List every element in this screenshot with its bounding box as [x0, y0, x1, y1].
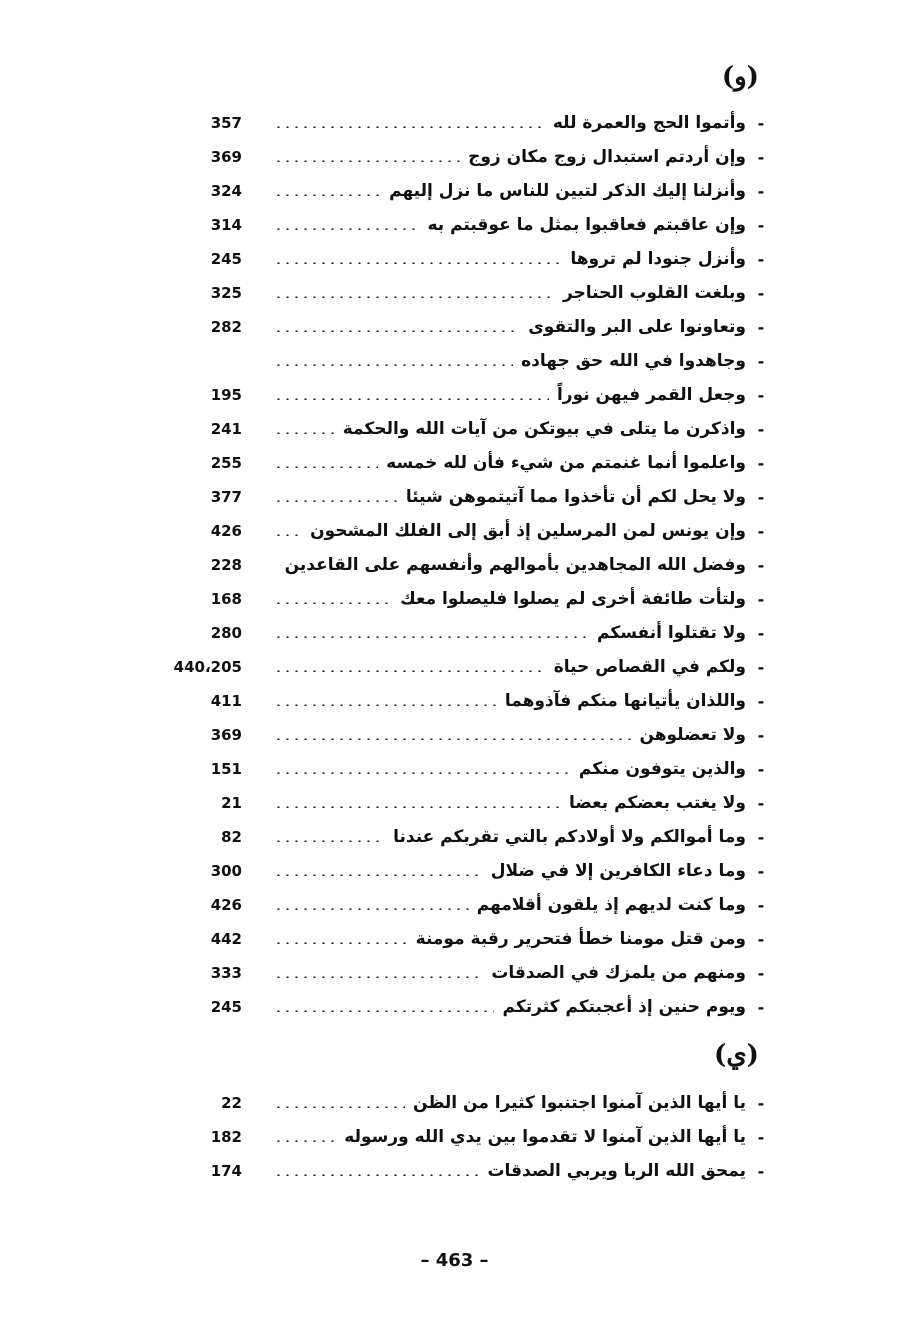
entry-verse-text: وفضل الله المجاهدين بأموالهم وأنفسهم على القاعدين	[284, 555, 746, 575]
entry-verse-text: واذكرن ما يتلى في بيوتكن من آيات الله والحكمة	[342, 419, 746, 439]
entry-bullet-dash: -	[757, 827, 765, 847]
index-entry	[150, 922, 770, 956]
entry-page-number: 151	[210, 760, 242, 778]
index-entry	[150, 854, 770, 888]
dot-leader	[274, 636, 589, 638]
entry-verse-text: وتعاونوا على البر والتقوى	[528, 317, 746, 337]
dot-leader	[274, 466, 378, 468]
entry-bullet-dash: -	[757, 861, 765, 881]
entry-bullet-dash: -	[757, 725, 765, 745]
index-entry	[150, 1154, 770, 1188]
entry-bullet-dash: -	[757, 1127, 765, 1147]
entry-bullet-dash: -	[757, 963, 765, 983]
entry-page-number: 314	[210, 216, 242, 234]
entry-bullet-dash: -	[757, 1093, 765, 1113]
entries-list-waw	[150, 106, 770, 1024]
entry-bullet-dash: -	[757, 759, 765, 779]
section-heading-waw: (و)	[721, 62, 759, 92]
index-entry	[150, 140, 770, 174]
entry-verse-text: وإن عاقبتم فعاقبوا بمثل ما عوقبتم به	[427, 215, 746, 235]
page-number: – 463 –	[420, 1250, 489, 1271]
entry-verse-text: وما دعاء الكافرين إلا في ضلال	[490, 861, 746, 881]
entry-verse-text: ويوم حنين إذ أعجبتكم كثرتكم	[502, 997, 746, 1017]
entry-page-number: 280	[210, 624, 242, 642]
dot-leader	[274, 738, 631, 740]
entry-bullet-dash: -	[757, 521, 765, 541]
dot-leader	[274, 1106, 405, 1108]
entry-page-number: 300	[210, 862, 242, 880]
entry-bullet-dash: -	[757, 385, 765, 405]
entry-verse-text: واعلموا أنما غنمتم من شيء فأن لله خمسه	[386, 453, 746, 473]
entry-bullet-dash: -	[757, 249, 765, 269]
index-entry	[150, 820, 770, 854]
entry-page-number: 241	[210, 420, 242, 438]
entry-verse-text: وجاهدوا في الله حق جهاده	[521, 351, 746, 371]
entry-page-number: 325	[210, 284, 242, 302]
index-entry	[150, 582, 770, 616]
index-entry	[150, 242, 770, 276]
entry-verse-text: وبلغت القلوب الحناجر	[562, 283, 746, 303]
dot-leader	[274, 262, 562, 264]
index-entry	[150, 616, 770, 650]
entry-verse-text: ولتأت طائفة أخرى لم يصلوا فليصلوا معك	[400, 589, 746, 609]
entry-verse-text: ولا تعضلوهن	[639, 725, 746, 745]
index-entry	[150, 888, 770, 922]
entry-bullet-dash: -	[757, 419, 765, 439]
index-entry	[150, 990, 770, 1024]
entry-page-number: 426	[210, 896, 242, 914]
entry-bullet-dash: -	[757, 453, 765, 473]
entry-page-number: 82	[221, 828, 242, 846]
index-entry	[150, 786, 770, 820]
index-entry	[150, 752, 770, 786]
index-entry	[150, 548, 770, 582]
entry-page-number: 440،205	[173, 658, 242, 676]
entry-bullet-dash: -	[757, 215, 765, 235]
entry-bullet-dash: -	[757, 895, 765, 915]
dot-leader	[274, 500, 398, 502]
entry-verse-text: وأنزلنا إليك الذكر لتبين للناس ما نزل إليهم	[389, 181, 746, 201]
dot-leader	[274, 1140, 336, 1142]
entry-verse-text: ولا يحل لكم أن تأخذوا مما آتيتموهن شيئا	[405, 487, 746, 507]
index-entry	[150, 480, 770, 514]
entry-bullet-dash: -	[757, 351, 765, 371]
dot-leader	[274, 194, 381, 196]
index-entry	[150, 174, 770, 208]
dot-leader	[274, 296, 555, 298]
entry-page-number: 357	[210, 114, 242, 132]
entry-verse-text: ومنهم من يلمزك في الصدقات	[491, 963, 746, 983]
dot-leader	[274, 568, 277, 570]
entry-verse-text: وأتموا الحج والعمرة لله	[552, 113, 746, 133]
entry-bullet-dash: -	[757, 997, 765, 1017]
entry-bullet-dash: -	[757, 317, 765, 337]
entry-page-number: 182	[210, 1128, 242, 1146]
entry-page-number: 22	[221, 1094, 242, 1112]
dot-leader	[274, 432, 335, 434]
entry-verse-text: ولكم في القصاص حياة	[553, 657, 746, 677]
dot-leader	[274, 976, 483, 978]
entry-page-number: 245	[210, 998, 242, 1016]
index-entry	[150, 106, 770, 140]
page-number-footer	[0, 1250, 909, 1271]
index-entry	[150, 446, 770, 480]
entry-verse-text: وجعل القمر فيهن نوراً	[556, 385, 746, 405]
entry-page-number: 195	[210, 386, 242, 404]
index-entry	[150, 208, 770, 242]
entry-verse-text: ولا يغتب بعضكم بعضا	[569, 793, 746, 813]
entry-bullet-dash: -	[757, 487, 765, 507]
entry-verse-text: وإن أردتم استبدال زوج مكان زوج	[468, 147, 746, 167]
entry-page-number: 255	[210, 454, 242, 472]
dot-leader	[274, 908, 469, 910]
dot-leader	[274, 704, 497, 706]
dot-leader	[274, 1174, 479, 1176]
entry-bullet-dash: -	[757, 623, 765, 643]
entry-bullet-dash: -	[757, 113, 765, 133]
entry-page-number: 369	[210, 726, 242, 744]
entry-verse-text: وإن يونس لمن المرسلين إذ أبق إلى الفلك المشحون	[310, 521, 746, 541]
index-entry	[150, 514, 770, 548]
entry-page-number: 377	[210, 488, 242, 506]
entry-page-number: 324	[210, 182, 242, 200]
entry-bullet-dash: -	[757, 181, 765, 201]
entry-verse-text: يا أيها الذين آمنوا اجتنبوا كثيرا من الظن	[413, 1093, 746, 1113]
dot-leader	[274, 806, 561, 808]
dot-leader	[274, 160, 460, 162]
dot-leader	[274, 126, 545, 128]
entry-verse-text: وما كنت لديهم إذ يلقون أقلامهم	[476, 895, 746, 915]
entry-bullet-dash: -	[757, 793, 765, 813]
entry-verse-text: يمحق الله الربا ويربي الصدقات	[487, 1161, 746, 1181]
dot-leader	[274, 670, 546, 672]
entry-verse-text: واللذان يأتيانها منكم فآذوهما	[504, 691, 746, 711]
index-entry	[150, 956, 770, 990]
entry-bullet-dash: -	[757, 929, 765, 949]
entry-page-number: 426	[210, 522, 242, 540]
index-entry	[150, 344, 770, 378]
entry-page-number: 282	[210, 318, 242, 336]
entry-verse-text: يا أيها الذين آمنوا لا تقدموا بين يدي الله ورسوله	[344, 1127, 746, 1147]
entry-bullet-dash: -	[757, 1161, 765, 1181]
index-entry	[150, 276, 770, 310]
entry-bullet-dash: -	[757, 147, 765, 167]
index-entry	[150, 378, 770, 412]
dot-leader	[274, 330, 520, 332]
dot-leader	[274, 398, 549, 400]
entry-page-number: 333	[210, 964, 242, 982]
dot-leader	[274, 840, 385, 842]
entry-bullet-dash: -	[757, 283, 765, 303]
index-entry	[150, 1120, 770, 1154]
index-entry	[150, 310, 770, 344]
entry-bullet-dash: -	[757, 657, 765, 677]
index-entry	[150, 650, 770, 684]
entry-verse-text: ومن قتل مومنا خطأ فتحرير رقبة مومنة	[415, 929, 746, 949]
dot-leader	[274, 602, 392, 604]
entries-list-ya	[150, 1086, 770, 1188]
entry-page-number: 168	[210, 590, 242, 608]
dot-leader	[274, 942, 408, 944]
entry-page-number: 245	[210, 250, 242, 268]
entry-page-number: 442	[210, 930, 242, 948]
dot-leader	[274, 364, 513, 366]
entry-page-number: 411	[210, 692, 242, 710]
dot-leader	[274, 534, 302, 536]
entry-verse-text: والذين يتوفون منكم	[578, 759, 746, 779]
entry-verse-text: وأنزل جنودا لم تروها	[570, 249, 746, 269]
dot-leader	[274, 228, 419, 230]
dot-leader	[274, 1010, 494, 1012]
entry-page-number: 228	[210, 556, 242, 574]
index-entry	[150, 412, 770, 446]
index-entry	[150, 1086, 770, 1120]
index-entry	[150, 718, 770, 752]
section-heading-ya: (ي)	[714, 1040, 759, 1070]
index-entry	[150, 684, 770, 718]
entry-verse-text: وما أموالكم ولا أولادكم بالتي تقربكم عندنا	[393, 827, 746, 847]
entry-page-number: 21	[221, 794, 242, 812]
dot-leader	[274, 874, 483, 876]
entry-bullet-dash: -	[757, 691, 765, 711]
entry-page-number: 174	[210, 1162, 242, 1180]
dot-leader	[274, 772, 571, 774]
entry-verse-text: ولا تقتلوا أنفسكم	[596, 623, 746, 643]
entry-page-number: 369	[210, 148, 242, 166]
entry-bullet-dash: -	[757, 589, 765, 609]
entry-bullet-dash: -	[757, 555, 765, 575]
